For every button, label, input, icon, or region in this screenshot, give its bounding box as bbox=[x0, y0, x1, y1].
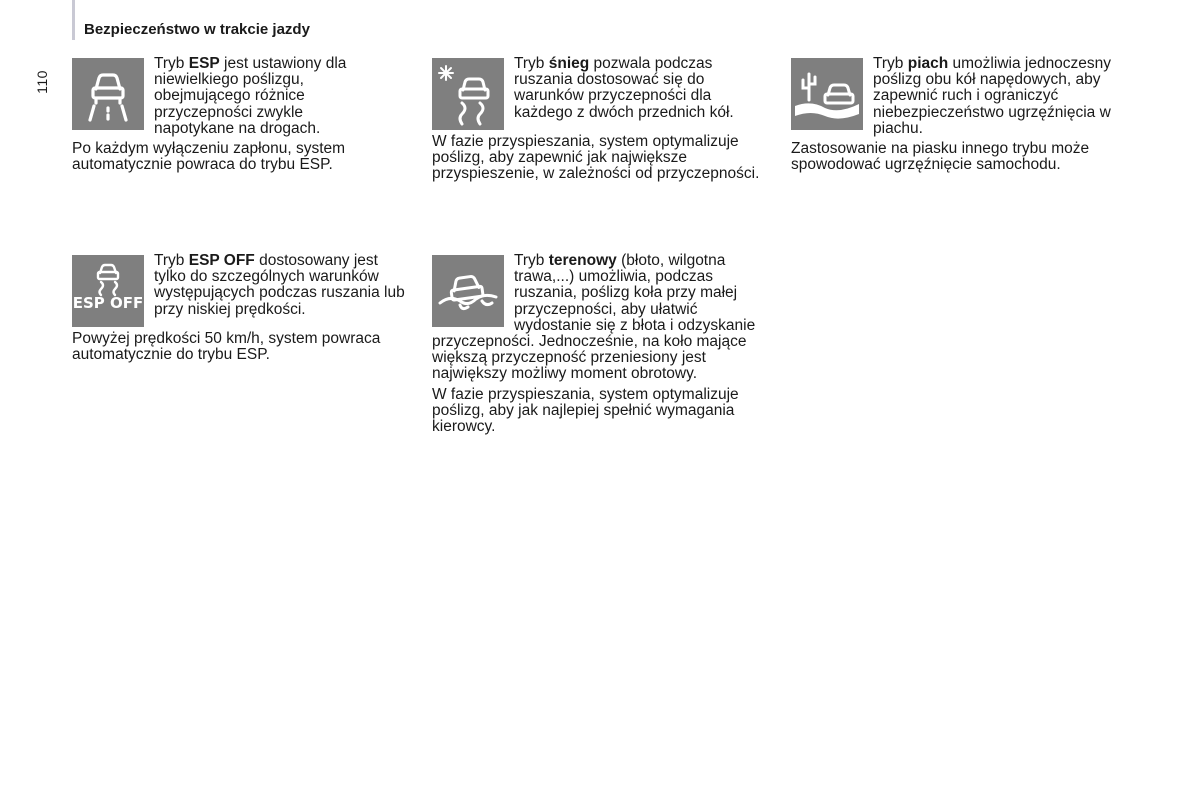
offroad-mode-block bbox=[432, 253, 766, 439]
esp-mode-block bbox=[72, 56, 382, 177]
snow-paragraph: W fazie przyspieszania, system optymalizuje poślizg, aby zapewnić jak największe przyspieszenie, w zależności od przyczepności. bbox=[432, 133, 760, 183]
page-number: 110 bbox=[33, 70, 50, 94]
esp-off-icon bbox=[72, 255, 144, 327]
sand-mode-block bbox=[791, 56, 1125, 177]
esp-car-road-icon bbox=[72, 58, 144, 130]
snow-mode-block bbox=[432, 56, 766, 187]
sand-lead-text: Tryb piach umożliwia jednoczesny poślizg obu kół napędowych, aby zapewnić ruch i ograniczyć niebezpieczeństwo ugrzęźnięcia w piachu. bbox=[873, 55, 1112, 137]
esp-lead-text: Tryb ESP jest ustawiony dla niewielkiego poślizgu, obejmującego różnice przyczepności zwykle napotykane na drogach. bbox=[154, 55, 347, 137]
esp-paragraph: Po każdym wyłączeniu zapłonu, system automatycznie powraca do trybu ESP. bbox=[72, 140, 346, 174]
snow-lead-text: Tryb śnieg pozwala podczas ruszania dostosować się do warunków przyczepności dla każdego z dwóch przednich kół. bbox=[514, 55, 734, 121]
side-rule bbox=[72, 0, 75, 40]
offroad-mode-icon bbox=[432, 255, 504, 327]
esp-off-lead-text: Tryb ESP OFF dostosowany jest tylko do szczególnych warunków występujących podczas ruszania lub przy niskiej prędkości. bbox=[154, 252, 405, 318]
sand-mode-icon bbox=[791, 58, 863, 130]
esp-off-mode-block bbox=[72, 253, 406, 367]
sand-paragraph: Zastosowanie na piasku innego trybu może spowodować ugrzęźnięcie samochodu. bbox=[791, 140, 1090, 174]
esp-off-paragraph: Powyżej prędkości 50 km/h, system powraca automatycznie do trybu ESP. bbox=[72, 330, 381, 364]
section-title: Bezpieczeństwo w trakcie jazdy bbox=[84, 21, 310, 38]
offroad-paragraph: W fazie przyspieszania, system optymalizuje poślizg, aby jak najlepiej spełnić wymagania kierowcy. bbox=[432, 385, 739, 436]
esp-off-icon-label: ESP OFF bbox=[72, 294, 144, 312]
offroad-lead-text: Tryb terenowy (błoto, wilgotna trawa,...) umożliwia, podczas ruszania, poślizg koła przy małej przyczepności, aby ułatwić wydostanie się z błota i odzyskanie przyczepności. Jednocześnie, na koło mające większą przyczepność przeniesiony jest największy możliwy moment obrotowy. bbox=[432, 252, 756, 383]
snow-mode-icon bbox=[432, 58, 504, 130]
